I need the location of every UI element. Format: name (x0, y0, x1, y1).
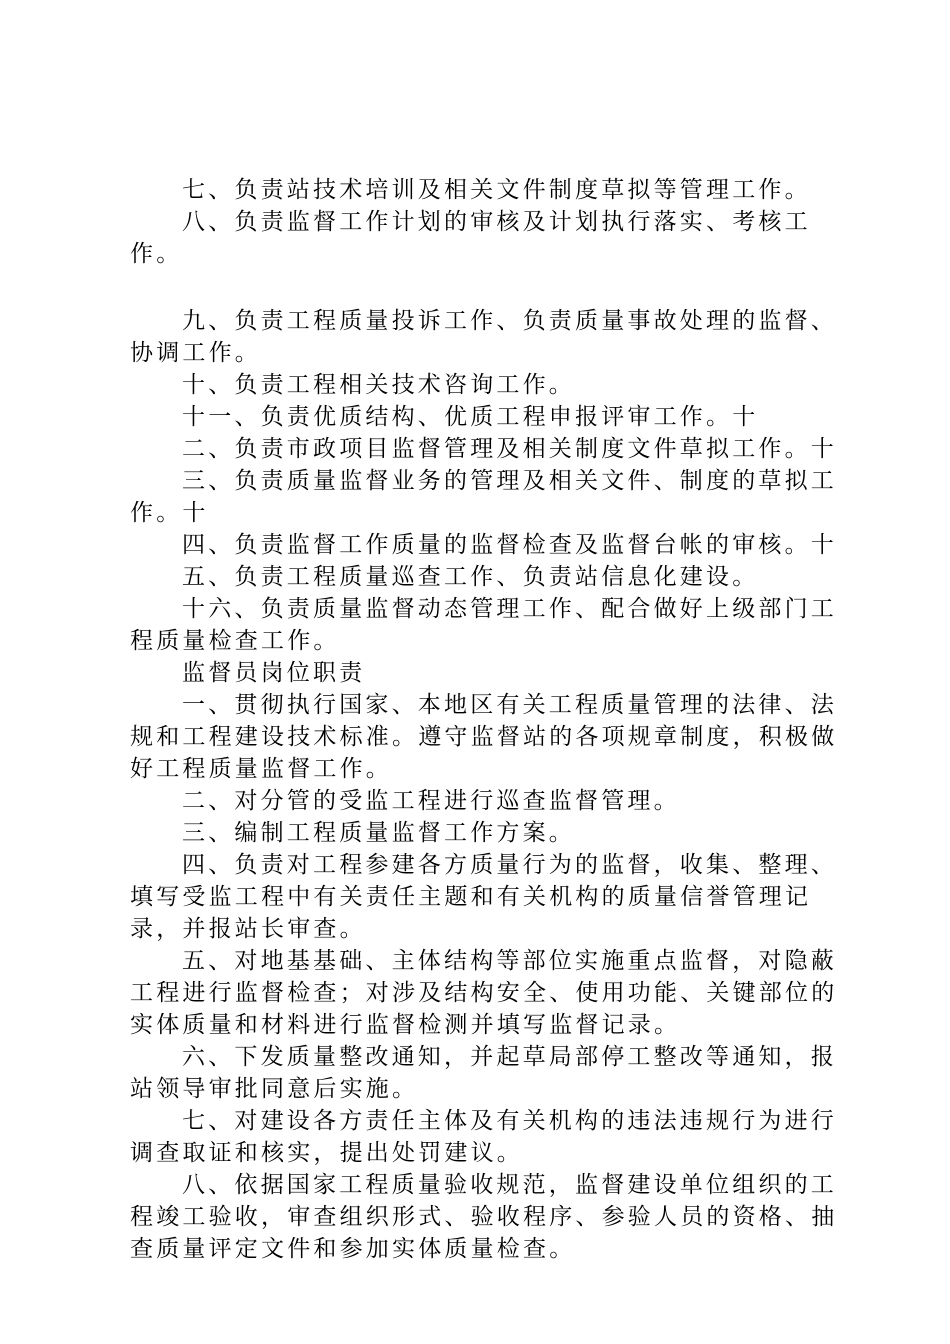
paragraph: 五、负责工程质量巡查工作、负责站信息化建设。 (182, 564, 759, 590)
paragraph: 十一、负责优质结构、优质工程申报评审工作。十 (182, 404, 759, 430)
paragraph: 二、负责市政项目监督管理及相关制度文件草拟工作。十 (182, 436, 837, 462)
paragraph: 七、负责站技术培训及相关文件制度草拟等管理工作。 (182, 177, 811, 203)
document-body (130, 174, 842, 1265)
section-heading: 监督员岗位职责 (182, 660, 366, 686)
paragraph: 三、负责质量监督业务的管理及相关文件、制度的草拟工作。十 (130, 468, 837, 526)
paragraph: 十、负责工程相关技术咨询工作。 (182, 372, 575, 398)
paragraph: 四、负责对工程参建各方质量行为的监督，收集、整理、填写受监工程中有关责任主题和有关机构的质量信誉管理记录，并报站长审查。 (130, 852, 837, 942)
paragraph: 八、依据国家工程质量验收规范，监督建设单位组织的工程竣工验收，审查组织形式、验收程序、参验人员的资格、抽查质量评定文件和参加实体质量检查。 (130, 1172, 838, 1262)
paragraph: 五、对地基基础、主体结构等部位实施重点监督，对隐蔽工程进行监督检查；对涉及结构安全、使用功能、关键部位的实体质量和材料进行监督检测并填写监督记录。 (130, 948, 838, 1038)
paragraph: 三、编制工程质量监督工作方案。 (182, 820, 575, 846)
paragraph: 六、下发质量整改通知，并起草局部停工整改等通知，报站领导审批同意后实施。 (130, 1044, 837, 1102)
paragraph: 二、对分管的受监工程进行巡查监督管理。 (182, 788, 680, 814)
paragraph: 九、负责工程质量投诉工作、负责质量事故处理的监督、协调工作。 (130, 308, 837, 366)
paragraph: 一、贯彻执行国家、本地区有关工程质量管理的法律、法规和工程建设技术标准。遵守监督站的各项规章制度，积极做好工程质量监督工作。 (130, 692, 838, 782)
paragraph: 四、负责监督工作质量的监督检查及监督台帐的审核。十 (182, 532, 837, 558)
paragraph: 八、负责监督工作计划的审核及计划执行落实、考核工作。 (130, 209, 811, 267)
paragraph: 七、对建设各方责任主体及有关机构的违法违规行为进行调查取证和核实，提出处罚建议。 (130, 1108, 837, 1166)
paragraph: 十六、负责质量监督动态管理工作、配合做好上级部门工程质量检查工作。 (130, 596, 837, 654)
